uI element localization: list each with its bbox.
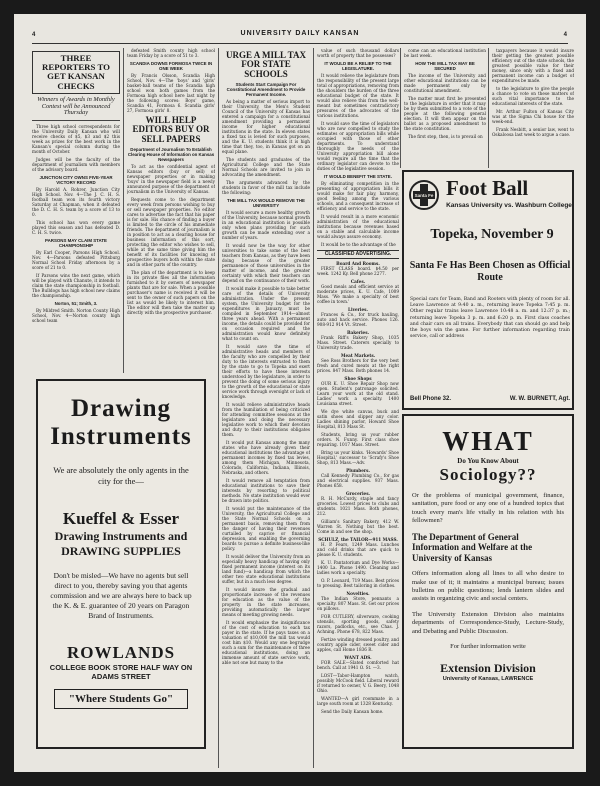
article-text: The income of the University and other educational institutions can be made permanent only by constitutional amendment. xyxy=(404,73,486,93)
ad-store-address: COLLEGE BOOK STORE HALF WAY ON ADAMS STREET xyxy=(49,663,193,681)
classified-ad: FOR CUTLERY, silverware, cooking utensils, sporting goods, safety razors, padlocks, etc., see Chas. J. Achning. Phone 678, 822 Mass. xyxy=(317,614,399,634)
classified-ad: The Indian Store, pennants a specialty. 807 Mass. St. Get our prices on pillows. xyxy=(317,596,399,611)
article-text: It would be to the advantage of the xyxy=(321,242,396,247)
subhead-junction: JUNCTION CITY OWNS FIVE-YEAR VICTORY RECORD xyxy=(39,175,113,186)
ad-subtitle: Kansas University vs. Washburn College xyxy=(446,202,572,209)
classified-ad: WANTED—A girl roommate in a large south room at 1328 Kentucky. xyxy=(317,696,399,706)
article-text: By eliminating competition in the presenting of appropriation bills it would make for fair play, harmony, good feeling among the various schools, and a consequent increase of efficiency and service to the state. xyxy=(317,181,399,211)
article-text: By Francis Olsson, Scandia High School, Nov. 4—The 'boys' and 'girls' basket-ball teams of the Scandia high school won both games from the Formosa high school here last night by the following scores: Boys' game, Scandia 41, Formosa 6. Scandia girls' 27, Formosa girls' 8. xyxy=(127,73,215,113)
classified-ad: Frances & Co., for truck hauling, auto and hack service. Phones 126. 908-912 914 Vt. Street. xyxy=(317,312,399,327)
ad-text: Or the problems of municipal government, finance, sanitation, pure food or any one of a hundred topics that touch every man's life vitally in his relation with his fellowmen? xyxy=(412,492,564,525)
article-text: Judges will be the faculty of the department of journalism with members of the advisory board. xyxy=(32,157,120,173)
classified-ad: Send the Daily Kansan home. xyxy=(321,709,384,714)
ad-title: Drawing Instruments xyxy=(50,395,192,450)
ad-phone: Bell Phone 32. xyxy=(410,396,452,402)
ad-title: WHAT xyxy=(442,426,534,456)
classified-ad: Students, bring us your rubber orders. N. Funny. First class shoe repairing. 1017 Mass. Street. xyxy=(317,432,399,447)
logo-text: Santa Fe xyxy=(414,192,434,198)
ad-extension: Extension Division xyxy=(440,661,536,676)
article-text: Frank Nesbitt, a senior law, went to Oskaloosa last week to argue a case. xyxy=(492,127,574,137)
classified-ad: We dye white canvas, buck and satin shoes and slipper any color. Ladies shining parlor, Howard Shoe Hospital, 813 Mass St. xyxy=(317,409,399,429)
headline-editors: WILL HELP EDITORS BUY OR SELL PAPERS xyxy=(132,115,210,144)
subhead-journalism: Department of Journalism To Establish Clearing House of Information on Kansas Newspapers xyxy=(127,147,215,163)
article-text: To act as the confidential agent of Kansas editors (buy or sell) of newspaper properties or in making 'buys' in the newspaper field is a newly announced purpose of the department of journalism in the University of Kansas. xyxy=(127,164,215,195)
ad-brand-sub: Drawing Instruments and DRAWING SUPPLIES xyxy=(54,529,188,558)
article-text: The matter must first be presented to the legislature in order that it may be by them submitted to a vote of the people at the following general election. It will then appear on the ballot as a proposed amendment to the state constitution. xyxy=(404,96,486,131)
article-text: Requests come to the department every week from persons wishing to buy or sell newspaper properties. No editor cares to advertise the fact that his paper is for sale. His chance of finding a buyer is limited to the circle of his immediate friends. The department of journalism is in position to act as a clearing house for business information of this sort, protecting the editor who wishes to sell, while at the same time giving him the benefit of its facilities for knowing of prospective buyers both within the state and in other parts of the country. xyxy=(127,197,215,268)
classified-ad: Frank Riff's Bakery Shop, 1035 Mass. Street. Caterers specially to University trade. xyxy=(317,335,399,350)
classified-ad: LOST—Tabor-Hampton watch, possibly McCook field. Liberal reward if returned to owner, V. G. Beery, 1048 Ohio. xyxy=(317,673,399,693)
column-3 xyxy=(222,48,310,758)
column-2 xyxy=(127,48,215,373)
article-text: If Parsons wins the next game, which will be played with Chanute, it intends to claim the state championship in football. The Bulldogs has high school new claims the championship. xyxy=(32,273,120,299)
ad-sociology xyxy=(402,414,574,749)
ad-university: University of Kansas, LAWRENCE xyxy=(442,676,534,683)
ad-text: Don't be misled—We have no agents but sell direct to you, thereby saving you that agents commission and we are always here to back up the K. & E. guarantee of 20 years on Paragon Brand of Instruments. xyxy=(50,571,192,620)
ad-subtitle: Do You Know About xyxy=(457,457,519,465)
subhead-how: HOW THE MILL TAX MAY BE SECURED xyxy=(415,61,475,71)
article-text: It would relieve the legislature from the responsibility of the present large total of appropriations, removing from the shoulders the burden of the three educational budget of the state. It would also relieve this from the well-meant but sometimes contradictory pressures of the advocates of the various institutions. xyxy=(317,73,399,118)
santa-fe-logo-icon xyxy=(409,180,439,210)
article-text: By Harold A. Rohrer, Junction City High School. Nov. 4—The J. C. H. S. football team won its fourth victory Saturday at Chapman, when it defeated the D. C. H. S. team by a score of 13 to 0. xyxy=(32,187,120,218)
ad-football xyxy=(402,170,574,410)
article-text: It would put the maintenance of the University, the Agricultural College and the State Normal Schools on a permanent basis, removing them from the danger of having their revenues curtailed by caprice or financial depression, and enabling the governing boards to pursue a definite business-like policy. xyxy=(222,506,310,552)
ad-text: Special cars for Team, Band and Rooters with plenty of room for all. Leave Lawrence at 9:40 a. m., returning leave Topeka 7:45 p. m. Other regular trains leave Lawrence 10:48 a. m. and 12:37 p. m.; returning leave Topeka 3 p. m. and 6:20 p. m. First class coaches and chair cars on all trains. Everybody that can should go and help the boys win the game. For further information regarding train service, call or address xyxy=(410,297,570,340)
classified-category: WANT ADS. xyxy=(344,655,372,660)
ad-footer xyxy=(410,396,570,402)
article-text: It would remove all temptation from educational institutions to save their interests by resorting to political methods. No state institution would ever be drawn into politics. xyxy=(222,478,310,504)
article-text: It would save the time of legislators who are now compelled to study the estimates or appropriation bills while occupied with those of other departments. To understand thoroughly the needs of the University appropriation bill alone would require all the time that the ordinary legislator can devote to the duties of the legislative session. xyxy=(317,121,399,171)
article-text: come can an educational institution be last week. xyxy=(404,48,486,58)
classified-category: Cafes. xyxy=(350,279,366,284)
page-number-right: 4 xyxy=(563,32,568,38)
ad-headline: Santa Fe Has Been Chosen as Official Route xyxy=(409,260,571,283)
column-4 xyxy=(317,48,399,758)
ad-text: We are absolutely the only agents in the city for the— xyxy=(53,465,189,486)
article-text: As being a matter of serious import to their University, the Men's Student Council of the University of Kansas has entered a campaign for a constitutional amendment providing a permanent income for higher educational institutions in the state. In eleven states a fixed tax is levied for such purposes, and the K. U. students think it is high time that they, too, in Kansas got on an equal plane. xyxy=(222,99,310,155)
classified-ad: K. U. Pantatorium and Dye Works—1400 La. Phone 1490. Cleaning and ladies work a specialty. xyxy=(317,560,399,575)
column-5 xyxy=(404,48,486,168)
article-text: The plan of the department is to keep in its private files all the information furnished to it by owners of newspaper plants that are for sale. When a possible purchaser's name is received it will be sent to the owner of such papers on the list as would be likely to interest him. The editor will then take the matter up directly with the prospective purchaser. xyxy=(127,270,215,316)
article-text: It would insure the gradual and proportionate increase of the revenues for education as the value of the property in the state increases, providing automatically the larger means of meeting growing needs. xyxy=(222,587,310,618)
ad-store-name: ROWLANDS xyxy=(66,643,176,662)
classified-ad: R. H. McCurdy, staple and fancy groceries. Lowest prices to clubs and students. 1021 Mass. Both phones, 212. xyxy=(317,496,399,516)
article-text: It would save the time of administrative heads and members of the faculty who are compelled by their duty to the interests entrusted to them by the state to go to Topeka and exert their efforts to have these interests understood by the legislature, in order to prevent the doing of some serious injury to the growth of the educational or state service work through oversight or lack of knowledge. xyxy=(222,344,310,400)
article-text: to the legislature to give the people a chance to vote on these matters of such vital importance to the educational interests of the state. xyxy=(492,86,574,106)
headline-reporters: THREE REPORTERS TO GET KANSAN CHECKS xyxy=(32,51,120,94)
classified-ad: OUR K. U. Shoe Repair Shop now open. Student's patronage solicited. Learn your work at the old stand. Ladies' work a specialty. 1400 Louisiana street. xyxy=(317,381,399,406)
classified-ad: Call Kennedy Plumbing Co., for gas and electrical supplies. 937 Mass. Phones 658. xyxy=(317,473,399,488)
article-text: By Earl Cooper, Parsons High School. Nov. 4—Parsons defeated Pittsburg Normal School Friday afternoon by a score of 21 to 0. xyxy=(32,250,120,271)
ad-drawing-instruments xyxy=(36,379,206,749)
ad-title: Foot Ball xyxy=(446,176,529,200)
article-text: It would emphasize the insignificance of the cost of education to each tax payer in the state. If he pays taxes on a valuation of $10,000 the mill tax would cost him $10. Would any one begrudge such a sum for the maintenance of three educational institutions, doing an immense amount of state service work, able not one but many to the xyxy=(222,620,310,666)
ad-date: Topeka, November 9 xyxy=(430,227,554,242)
classified-ad: Good meals and efficient service at moderate prices, K. U. Cafe, 1009 Mass. 'We make a specialty of best coffee in town.' xyxy=(317,284,399,304)
newspaper-page xyxy=(14,14,586,772)
subhead-winners: Winners of Awards in Monthly Contest will be Announced Thursday xyxy=(37,95,115,117)
article-text: It would make it possible to take better care of the details of University administration. Under the present system, the University budget for the expenditures in January, must be compiled in September 1914—almost three years ahead. With a permanent income, the details could be provided for on occasion required and the administration would know definitely what to count on. xyxy=(222,286,310,342)
article-text: It would relieve administrative heads from the humiliation of being criticized for attending committee sessions at the legislature and doing the necessary legislative work to which their devotion and duty to their institutions obligates them. xyxy=(222,402,310,438)
classified-ad: O. P. Leonard, 719 Mass. Best prices to pressing. Best tailoring in clothes. xyxy=(317,578,399,588)
subhead-relief: IT WOULD BE A RELIEF TO THE LEGISLATURE. xyxy=(324,61,392,71)
article-text: By Mildred Smith. Norton County High School, Nov. 4—Norton county high school team xyxy=(32,308,120,324)
classified-category: SCHULZ, the TAILOR—911 MASS. xyxy=(318,537,398,542)
headline-mill-tax: URGE A MILL TAX FOR STATE SCHOOLS xyxy=(226,50,306,79)
classified-ad: Gilliam's Sanitary Bakery, 412 W. Warren St. Nothing but the best. Come in and see the shop. xyxy=(317,519,399,534)
classified-category: Meat Markets. xyxy=(340,353,376,358)
article-text: Three high school correspondents for the University Daily Kansan who will receive checks of $5, $3 and $2 this week as prizes for the best work in the Kansan's special column during the month of October. xyxy=(32,124,120,155)
column-6 xyxy=(492,48,574,168)
classified-ad: H. P. Fears, 1249 Mass. Lunches and cold drinks that are quick to please K. U. students. xyxy=(317,542,399,557)
article-text: defeated Smith county high school team Friday by a score of 51 to 3. xyxy=(127,48,215,58)
article-text: It would now be the way for other universities to take some of the best teachers from Kansas, as they have been doing because of the greater permanence of those universities in the matter of income, and the greater certainty with which their teachers can depend on the continuance of their work. xyxy=(222,243,310,284)
article-text: It would result in a more economic administration of the educational institutions because revenues based on a stable and calculable income would always assure economy. xyxy=(317,214,399,239)
classified-category: Board And Rooms. xyxy=(336,261,380,266)
ad-text: Offers information along all lines to all who desire to make use of it; it maintains a municipal bureau; issues bulletins on public questions; lends lantern slides and assists in organizing civic and social centers. xyxy=(412,570,564,603)
classified-category: Plumbers. xyxy=(346,468,370,473)
classified-ad: FOR SALE—Slated comforted hat bench. Call at 1941 O. St. —3. xyxy=(317,660,399,670)
classified-category: Novelties. xyxy=(346,591,370,596)
article-text: The first step, then, is to prevail on xyxy=(408,134,483,139)
article-text: taxpayers because it would insure their getting the greatest possible efficiency out of the state schools, the greatest possible value for their money, since only with a fixed and permanent income can a budget of expenditures be made. xyxy=(492,48,574,83)
ad-text: For further information write xyxy=(450,642,526,650)
ad-brand: Kueffel & Esser xyxy=(62,509,180,528)
article-text: value of such thousand dollars worth of property that he possesses? xyxy=(317,48,399,58)
subhead-scandia: SCANDIA DOWNS FORMOSA TWICE IN ONE WEEK xyxy=(129,61,213,71)
article-text: The arguments advanced by the students in favor of the mill tax include the following: xyxy=(222,180,310,196)
subhead-benefit: IT WOULD BENEFIT THE STATE. xyxy=(324,174,392,179)
classified-ad: FIRST CLASS board. $4.50 per week. 1242 Ky. Bell phone 2277. xyxy=(317,266,399,276)
classified-ad: Bring us your kinks. 'Howards' Shoe Hospital,' successor to 'Scrafy's Shoe Shop, 813 Mass.—Adv. xyxy=(317,450,399,465)
article-text: It would put Kansas among the many states who have already given their educational institutions the advantage of permanent incomes by fixed tax levies, among them Michigan, Minnesota, Colorado, California, Indiana, Illinois, Nebraska, and others. xyxy=(222,440,310,476)
article-text: The students and graduates of the Agricultural College and the State Normal Schools are invited to join in advocating the amendment. xyxy=(222,157,310,178)
classified-ad: See Ross Brothers for the very best fresh and cured meats at the right prices. 847 Mass. Both phones 14. xyxy=(317,358,399,373)
ad-headline: Sociology?? xyxy=(439,465,537,484)
paper-title: UNIVERSITY DAILY KANSAN xyxy=(240,30,360,37)
column-1 xyxy=(32,48,120,373)
classified-category: Groceries. xyxy=(345,491,371,496)
ad-agent: W. W. BURNETT, Agt. xyxy=(509,396,570,402)
classified-ad: Fertize winding dressed poultry, and country apple cider, sweet cider and apples, call Home 1836 R. xyxy=(317,637,399,652)
subhead-campaign: Students Start Campaign For Constitutional Amendment to Provide Permanent Income. xyxy=(226,82,306,98)
article-text: This school has won every game played this season and has defeated D. C. H. S. twice. xyxy=(32,220,120,236)
subhead-norton: Norton, 51; Smith, 3. xyxy=(54,301,98,307)
subhead-remove: THE MILL TAX WOULD REMOVE THE UNIVERSITY xyxy=(227,198,305,209)
article-text: It would deliver the University from an especially heavy handicap of having only fixed permanent income (interest on its land fund)—a handicap from which the other two state educational institutions suffer, but in a much less degree. xyxy=(222,554,310,585)
masthead xyxy=(32,30,568,44)
subhead-parsons: PARSONS MAY CLAIM STATE CHAMPIONSHIP xyxy=(45,238,107,249)
article-text: It would secure a more healthy growth of the University, because normal growth in an educational institution is possible only when plans providing for such growth can be made extending over a number of years. xyxy=(222,210,310,241)
classified-category: Bakeries. xyxy=(346,330,370,335)
ad-slogan: "Where Students Go" xyxy=(54,689,188,709)
classified-heading: CLASSIFIED ADVERTISING. xyxy=(317,250,399,259)
page-number-left: 4 xyxy=(32,32,37,38)
ad-department: The Department of General Information and Welfare at the University of Kansas xyxy=(412,531,533,563)
ad-text: The University Extension Division also maintains departments of Correspondence-Study, Lecture-Study, and Debating and Public Discussion. xyxy=(412,610,564,635)
classified-category: Shoe Shops xyxy=(344,376,372,381)
article-text: Mr. Arthur Fulton of Kansas City was at the Sigma Chi house for the week-end. xyxy=(492,109,574,124)
classified-category: Liveries. xyxy=(348,307,368,312)
